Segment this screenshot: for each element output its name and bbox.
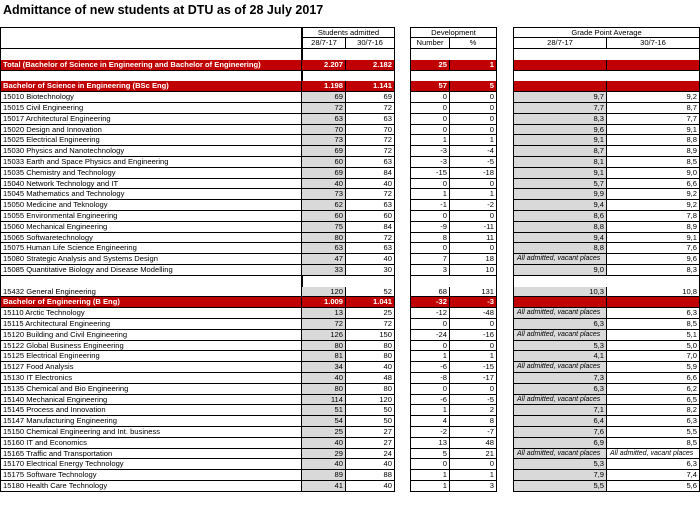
gpa-2016-cell: 5,5 — [607, 427, 700, 438]
development-number-cell: -3 — [410, 146, 450, 157]
admitted-2017-cell: 34 — [302, 362, 346, 373]
development-pct-cell: 1 — [450, 351, 497, 362]
gpa-2017-cell: All admitted, vacant places — [513, 362, 607, 373]
admitted-2017-cell: 72 — [302, 319, 346, 330]
gpa-2016-cell: 6,3 — [607, 416, 700, 427]
development-pct-cell: -2 — [450, 200, 497, 211]
development-number-cell: -24 — [410, 330, 450, 341]
gpa-2017-cell: All admitted, vacant places — [513, 449, 607, 460]
gpa-date2-header: 30/7-16 — [607, 38, 700, 49]
development-number-cell: 5 — [410, 449, 450, 460]
gpa-2016-cell: 8,3 — [607, 265, 700, 276]
admitted-2016-cell: 84 — [346, 168, 395, 179]
gpa-date1-header: 28/7-17 — [513, 38, 607, 49]
table-row-label: 15432 General Engineering — [0, 287, 302, 298]
development-number-cell: 3 — [410, 265, 450, 276]
development-pct-cell: 1 — [450, 189, 497, 200]
table-row-label: 15125 Electrical Engineering — [0, 351, 302, 362]
development-pct-cell: 21 — [450, 449, 497, 460]
development-number-cell: -9 — [410, 222, 450, 233]
development-number-cell: 1 — [410, 351, 450, 362]
table-row-label: 15122 Global Business Engineering — [0, 341, 302, 352]
admitted-2017-cell: 13 — [302, 308, 346, 319]
blank-row-cell — [513, 71, 700, 82]
table-row-label: 15050 Medicine and Teknology — [0, 200, 302, 211]
admitted-2017-cell: 81 — [302, 351, 346, 362]
blank-row — [0, 49, 302, 60]
gpa-2016-cell: 6,6 — [607, 179, 700, 190]
gpa-2017-cell: 8,8 — [513, 222, 607, 233]
admitted-2016-cell: 72 — [346, 319, 395, 330]
table-row-label: 15165 Traffic and Transportation — [0, 449, 302, 460]
gpa-2016-cell: 8,5 — [607, 157, 700, 168]
gpa-2017-cell: 7,7 — [513, 103, 607, 114]
development-pct-cell: 0 — [450, 211, 497, 222]
blank-row — [0, 276, 302, 287]
admitted-2016-cell: 48 — [346, 373, 395, 384]
admitted-2016-cell: 40 — [346, 459, 395, 470]
development-pct-cell: 0 — [450, 114, 497, 125]
development-number-cell: -15 — [410, 168, 450, 179]
development-pct-cell: -4 — [450, 146, 497, 157]
admitted-2017-cell: 40 — [302, 438, 346, 449]
table-row-label: 15150 Chemical Engineering and Int. business — [0, 427, 302, 438]
gpa-2016-cell: All admitted, vacant places — [607, 449, 700, 460]
gpa-2016-cell: 7,0 — [607, 351, 700, 362]
gpa-2016-cell: 5,1 — [607, 330, 700, 341]
development-pct-cell: 0 — [450, 341, 497, 352]
development-pct-cell: 5 — [450, 81, 497, 92]
gpa-2016-cell: 7,4 — [607, 470, 700, 481]
development-pct-cell: 0 — [450, 103, 497, 114]
admitted-2017-cell: 69 — [302, 92, 346, 103]
gpa-2016-cell: 8,9 — [607, 222, 700, 233]
table-row-label: 15015 Civil Engineering — [0, 103, 302, 114]
development-pct-cell: 0 — [450, 125, 497, 136]
development-pct-cell: 1 — [450, 135, 497, 146]
admitted-2017-cell: 1.009 — [302, 297, 346, 308]
development-number-cell: 0 — [410, 179, 450, 190]
development-number-cell: 0 — [410, 211, 450, 222]
admitted-2017-cell: 41 — [302, 481, 346, 492]
blank-row-cell — [302, 71, 395, 82]
gpa-2016-cell: 10,8 — [607, 287, 700, 298]
gpa-2016-cell: 7,7 — [607, 114, 700, 125]
table-row-label: 15110 Arctic Technology — [0, 308, 302, 319]
development-pct-cell: 131 — [450, 287, 497, 298]
admitted-2016-cell: 80 — [346, 351, 395, 362]
admitted-2016-cell: 72 — [346, 233, 395, 244]
development-pct-cell: -15 — [450, 362, 497, 373]
gpa-2016-cell: 9,1 — [607, 233, 700, 244]
admitted-2017-cell: 69 — [302, 168, 346, 179]
admitted-2016-cell: 60 — [346, 211, 395, 222]
gpa-2016-cell: 8,8 — [607, 135, 700, 146]
development-number-cell: -1 — [410, 200, 450, 211]
development-number-cell: 0 — [410, 92, 450, 103]
gpa-2017-cell: 8,6 — [513, 211, 607, 222]
admitted-2017-cell: 80 — [302, 341, 346, 352]
development-number-cell: 13 — [410, 438, 450, 449]
gpa-2017-cell: 7,6 — [513, 427, 607, 438]
development-number-cell: 25 — [410, 60, 450, 71]
development-number-cell: 4 — [410, 416, 450, 427]
admitted-2017-cell: 60 — [302, 211, 346, 222]
admitted-2017-cell: 40 — [302, 179, 346, 190]
admitted-2016-cell: 1.041 — [346, 297, 395, 308]
development-pct-cell: 10 — [450, 265, 497, 276]
admitted-2017-cell: 126 — [302, 330, 346, 341]
development-pct-cell: -11 — [450, 222, 497, 233]
development-number-cell: -3 — [410, 157, 450, 168]
gpa-2016-cell: 9,6 — [607, 254, 700, 265]
admitted-2017-cell: 120 — [302, 287, 346, 298]
gpa-2017-cell: 5,3 — [513, 341, 607, 352]
gpa-2017-cell: 9,7 — [513, 92, 607, 103]
gpa-header: Grade Point Average — [513, 27, 700, 38]
admitted-2016-cell: 80 — [346, 341, 395, 352]
admitted-2016-cell: 24 — [346, 449, 395, 460]
gpa-2016-cell: 5,6 — [607, 481, 700, 492]
admitted-2016-cell: 80 — [346, 384, 395, 395]
gpa-2017-cell: 9,4 — [513, 200, 607, 211]
development-pct-cell: 0 — [450, 319, 497, 330]
table-row-label: 15030 Physics and Nanotechnology — [0, 146, 302, 157]
development-number-cell: -12 — [410, 308, 450, 319]
development-pct-cell: 0 — [450, 459, 497, 470]
development-number-cell: 68 — [410, 287, 450, 298]
table-row-label: 15080 Strategic Analysis and Systems Design — [0, 254, 302, 265]
admitted-2016-cell: 40 — [346, 481, 395, 492]
students-admitted-header: Students admitted — [302, 27, 395, 38]
table-row-label: 15145 Process and Innovation — [0, 405, 302, 416]
blank-row-cell — [513, 276, 700, 287]
table-row-label: 15055 Environmental Engineering — [0, 211, 302, 222]
blank-row-cell — [513, 49, 700, 60]
gpa-2016-cell: 6,3 — [607, 308, 700, 319]
gpa-2017-cell: 5,3 — [513, 459, 607, 470]
gpa-2016-cell: 9,0 — [607, 168, 700, 179]
admitted-2016-cell: 1.141 — [346, 81, 395, 92]
admitted-2016-cell: 120 — [346, 395, 395, 406]
admitted-2017-cell: 54 — [302, 416, 346, 427]
table-row-label: 15160 IT and Economics — [0, 438, 302, 449]
gpa-2017-cell: 6,3 — [513, 319, 607, 330]
admitted-2016-cell: 63 — [346, 157, 395, 168]
admitted-2017-cell: 60 — [302, 157, 346, 168]
table-row-label: 15017 Architectural Engineering — [0, 114, 302, 125]
admitted-2016-cell: 88 — [346, 470, 395, 481]
gpa-2016-cell: 9,2 — [607, 189, 700, 200]
gpa-2017-cell — [513, 81, 607, 92]
development-pct-cell: 0 — [450, 384, 497, 395]
development-pct-cell: -7 — [450, 427, 497, 438]
admitted-2017-cell: 72 — [302, 103, 346, 114]
admitted-2016-cell: 150 — [346, 330, 395, 341]
development-pct-cell: -18 — [450, 168, 497, 179]
table-row-label: 15170 Electrical Energy Technology — [0, 459, 302, 470]
gpa-2016-cell: 8,5 — [607, 319, 700, 330]
admitted-2017-cell: 29 — [302, 449, 346, 460]
gpa-2016-cell — [607, 60, 700, 71]
gpa-2017-cell: All admitted, vacant places — [513, 254, 607, 265]
section-header-row-label: Bachelor of Engineering (B Eng) — [0, 297, 302, 308]
development-number-cell: 57 — [410, 81, 450, 92]
gpa-2017-cell: 5,7 — [513, 179, 607, 190]
table-row-label: 15010 Biotechnology — [0, 92, 302, 103]
gpa-2017-cell: 9,0 — [513, 265, 607, 276]
admitted-2016-cell: 63 — [346, 243, 395, 254]
gpa-2017-cell: 8,8 — [513, 243, 607, 254]
blank-row — [0, 71, 302, 82]
table-row-label: 15035 Chemistry and Technology — [0, 168, 302, 179]
admitted-2017-cell: 63 — [302, 114, 346, 125]
table-row-label: 15130 IT Electronics — [0, 373, 302, 384]
admitted-2017-cell: 89 — [302, 470, 346, 481]
gpa-2017-cell: 5,5 — [513, 481, 607, 492]
gpa-2017-cell — [513, 297, 607, 308]
admitted-2017-cell: 25 — [302, 427, 346, 438]
admitted-2016-cell: 72 — [346, 135, 395, 146]
admitted-2017-cell: 2.207 — [302, 60, 346, 71]
table-row-label: 15085 Quantitative Biology and Disease Modelling — [0, 265, 302, 276]
label-column-header — [0, 27, 302, 49]
blank-row-cell — [410, 71, 497, 82]
gpa-2016-cell: 8,7 — [607, 103, 700, 114]
admitted-2017-cell: 73 — [302, 135, 346, 146]
development-number-cell: 0 — [410, 125, 450, 136]
development-pct-cell: 3 — [450, 481, 497, 492]
table-row-label: 15020 Design and Innovation — [0, 125, 302, 136]
table-row-label: 15175 Software Technology — [0, 470, 302, 481]
admitted-2016-cell: 50 — [346, 405, 395, 416]
gpa-2016-cell: 7,6 — [607, 243, 700, 254]
gpa-2016-cell: 6,5 — [607, 395, 700, 406]
admitted-2017-cell: 40 — [302, 459, 346, 470]
admitted-2016-cell: 52 — [346, 287, 395, 298]
admitted-2017-cell: 33 — [302, 265, 346, 276]
admitted-2017-cell: 62 — [302, 200, 346, 211]
total-row-label: Total (Bachelor of Science in Engineering and Bachelor of Engineering) — [0, 60, 302, 71]
table-row-label: 15025 Electrical Engineering — [0, 135, 302, 146]
gpa-2016-cell: 6,6 — [607, 373, 700, 384]
development-pct-cell: -5 — [450, 395, 497, 406]
development-number-cell: 0 — [410, 114, 450, 125]
gpa-2016-cell: 5,9 — [607, 362, 700, 373]
gpa-2017-cell: 7,1 — [513, 405, 607, 416]
admitted-2017-cell: 40 — [302, 373, 346, 384]
gpa-2017-cell: 7,9 — [513, 470, 607, 481]
admitted-2017-cell: 51 — [302, 405, 346, 416]
date2-header: 30/7-16 — [346, 38, 395, 49]
gpa-2016-cell: 8,9 — [607, 146, 700, 157]
admitted-2016-cell: 2.182 — [346, 60, 395, 71]
gpa-2017-cell: 9,4 — [513, 233, 607, 244]
admitted-2016-cell: 30 — [346, 265, 395, 276]
gpa-2017-cell: 6,9 — [513, 438, 607, 449]
development-pct-cell: 0 — [450, 179, 497, 190]
development-pct-cell: -5 — [450, 157, 497, 168]
gpa-2017-cell: All admitted, vacant places — [513, 395, 607, 406]
blank-row-cell — [410, 49, 497, 60]
admitted-2016-cell: 40 — [346, 362, 395, 373]
table-row-label: 15180 Health Care Technology — [0, 481, 302, 492]
admitted-2016-cell: 27 — [346, 438, 395, 449]
development-pct-cell: -48 — [450, 308, 497, 319]
development-number-cell: 1 — [410, 405, 450, 416]
development-pct-cell: -3 — [450, 297, 497, 308]
development-pct-cell: 1 — [450, 60, 497, 71]
admitted-2017-cell: 63 — [302, 243, 346, 254]
admitted-2017-cell: 47 — [302, 254, 346, 265]
gpa-2017-cell: 9,9 — [513, 189, 607, 200]
gpa-2016-cell: 6,3 — [607, 459, 700, 470]
table-row-label: 15045 Mathematics and Technology — [0, 189, 302, 200]
development-number-cell: 0 — [410, 341, 450, 352]
gpa-2016-cell: 8,2 — [607, 405, 700, 416]
gpa-2016-cell: 7,8 — [607, 211, 700, 222]
development-pct-cell: -16 — [450, 330, 497, 341]
blank-row-cell — [410, 276, 497, 287]
development-number-cell: 0 — [410, 243, 450, 254]
development-number-cell: 0 — [410, 459, 450, 470]
admitted-2017-cell: 69 — [302, 146, 346, 157]
number-header: Number — [410, 38, 450, 49]
admitted-2016-cell: 70 — [346, 125, 395, 136]
gpa-2017-cell: 6,3 — [513, 384, 607, 395]
admitted-2017-cell: 1.198 — [302, 81, 346, 92]
gpa-2016-cell — [607, 81, 700, 92]
admitted-2016-cell: 72 — [346, 103, 395, 114]
development-pct-cell: 0 — [450, 243, 497, 254]
development-number-cell: 0 — [410, 103, 450, 114]
gpa-2017-cell: 9,1 — [513, 135, 607, 146]
development-pct-cell: -17 — [450, 373, 497, 384]
development-number-cell: -6 — [410, 362, 450, 373]
development-number-cell: 7 — [410, 254, 450, 265]
gpa-2016-cell: 6,2 — [607, 384, 700, 395]
table-row-label: 15075 Human Life Science Engineering — [0, 243, 302, 254]
gpa-2017-cell: 9,1 — [513, 168, 607, 179]
gpa-2017-cell: 8,7 — [513, 146, 607, 157]
admitted-2016-cell: 72 — [346, 189, 395, 200]
table-row-label: 15120 Building and Civil Engineering — [0, 330, 302, 341]
gpa-2017-cell: 9,6 — [513, 125, 607, 136]
admitted-2016-cell: 40 — [346, 254, 395, 265]
admitted-2017-cell: 80 — [302, 384, 346, 395]
gpa-2017-cell: 6,4 — [513, 416, 607, 427]
admitted-2017-cell: 80 — [302, 233, 346, 244]
gpa-2016-cell: 5,0 — [607, 341, 700, 352]
admitted-2016-cell: 27 — [346, 427, 395, 438]
development-number-cell: -8 — [410, 373, 450, 384]
development-number-cell: 1 — [410, 481, 450, 492]
table-row-label: 15115 Architectural Engineering — [0, 319, 302, 330]
development-number-cell: -32 — [410, 297, 450, 308]
gpa-2017-cell: 4,1 — [513, 351, 607, 362]
admitted-2016-cell: 63 — [346, 114, 395, 125]
development-pct-cell: 18 — [450, 254, 497, 265]
development-pct-cell: 8 — [450, 416, 497, 427]
development-number-cell: 1 — [410, 470, 450, 481]
date1-header: 28/7-17 — [302, 38, 346, 49]
development-header: Development — [410, 27, 497, 38]
gpa-2016-cell: 9,1 — [607, 125, 700, 136]
section-header-row-label: Bachelor of Science in Engineering (BSc Eng) — [0, 81, 302, 92]
gpa-2016-cell: 8,5 — [607, 438, 700, 449]
development-number-cell: 0 — [410, 319, 450, 330]
admitted-2016-cell: 84 — [346, 222, 395, 233]
gpa-2017-cell: All admitted, vacant places — [513, 308, 607, 319]
gpa-2017-cell: 10,3 — [513, 287, 607, 298]
development-pct-cell: 48 — [450, 438, 497, 449]
table-row-label: 15040 Network Technology and IT — [0, 179, 302, 190]
table-row-label: 15033 Earth and Space Physics and Engineering — [0, 157, 302, 168]
pct-header: % — [450, 38, 497, 49]
blank-row-cell — [302, 49, 395, 60]
development-pct-cell: 2 — [450, 405, 497, 416]
gpa-2017-cell: 7,3 — [513, 373, 607, 384]
table-row-label: 15060 Mechanical Engineering — [0, 222, 302, 233]
admitted-2016-cell: 63 — [346, 200, 395, 211]
page-title: Admittance of new students at DTU as of 28 July 2017 — [3, 3, 324, 17]
development-number-cell: 8 — [410, 233, 450, 244]
admitted-2017-cell: 73 — [302, 189, 346, 200]
gpa-2017-cell: 8,1 — [513, 157, 607, 168]
development-number-cell: -6 — [410, 395, 450, 406]
admitted-2017-cell: 70 — [302, 125, 346, 136]
blank-row-cell — [302, 276, 395, 287]
development-number-cell: 1 — [410, 189, 450, 200]
table-row-label: 15135 Chemical and Bio Engineering — [0, 384, 302, 395]
development-number-cell: 0 — [410, 384, 450, 395]
admitted-2017-cell: 75 — [302, 222, 346, 233]
gpa-2016-cell: 9,2 — [607, 200, 700, 211]
admitted-2016-cell: 69 — [346, 92, 395, 103]
table-row-label: 15147 Manufacturing Engineering — [0, 416, 302, 427]
development-number-cell: -2 — [410, 427, 450, 438]
gpa-2017-cell — [513, 60, 607, 71]
development-pct-cell: 0 — [450, 92, 497, 103]
development-pct-cell: 1 — [450, 470, 497, 481]
admitted-2016-cell: 25 — [346, 308, 395, 319]
table-row-label: 15065 Softwaretechnology — [0, 233, 302, 244]
admitted-2016-cell: 72 — [346, 146, 395, 157]
table-row-label: 15140 Mechanical Engineering — [0, 395, 302, 406]
admitted-2016-cell: 40 — [346, 179, 395, 190]
admitted-2016-cell: 50 — [346, 416, 395, 427]
gpa-2017-cell: All admitted, vacant places — [513, 330, 607, 341]
gpa-2016-cell — [607, 297, 700, 308]
development-pct-cell: 11 — [450, 233, 497, 244]
admitted-2017-cell: 114 — [302, 395, 346, 406]
gpa-2016-cell: 9,2 — [607, 92, 700, 103]
gpa-2017-cell: 8,3 — [513, 114, 607, 125]
development-number-cell: 1 — [410, 135, 450, 146]
table-row-label: 15127 Food Analysis — [0, 362, 302, 373]
